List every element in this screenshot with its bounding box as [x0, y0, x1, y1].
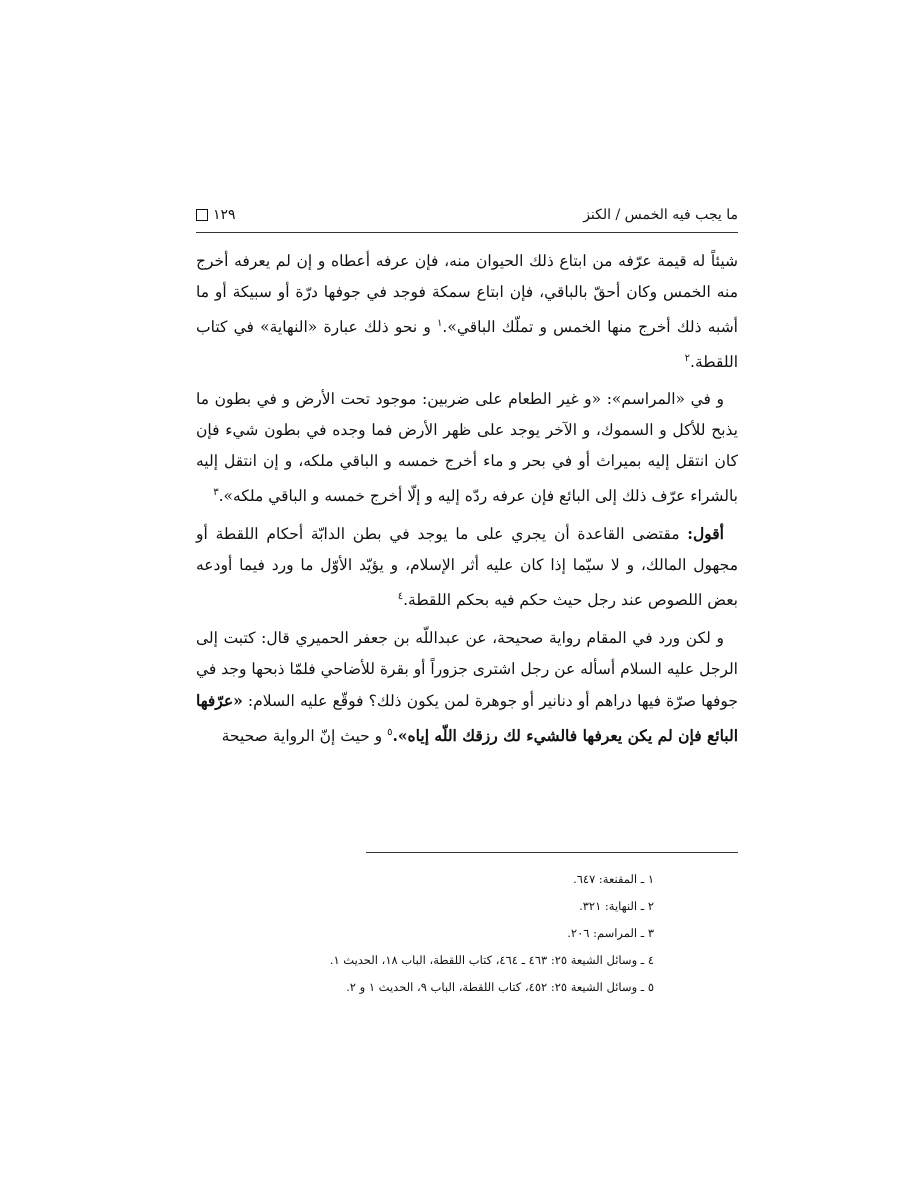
paragraph-4-tail: و حيث إنّ الرواية صحيحة: [221, 726, 388, 745]
paragraph-2-text: و في «المراسم»: «و غير الطعام على ضربين: موجود تحت الأرض و في بطون ما يذبح للأكل و السموك، و الآخر يوجد على ظهر الأرض فما وجده في بطون شيء فإن كان انتقل إليه بميراث أو في بحر و ماء أخرج خمسه و الباقي ملكه، و إن انتقل إليه بالشراء عرّف ذلك إلى البائع فإن عرفه ردّه إليه و إلّا أخرج خمسه و الباقي ملكه».: [196, 390, 738, 506]
footnote-ref-4: ٤: [397, 591, 404, 603]
running-header: [196, 200, 738, 230]
paragraph-1-text: شيئاً له قيمة عرّفه من ابتاع ذلك الحيوان منه، فإن عرفه أعطاه و إن لم يعرفه أخرج منه الخمس وكان أحقّ بالباقي، فإن ابتاع سمكة فوجد في جوفها درّة أو سبيكة أو ما أشبه ذلك أخرج منها الخمس و تملّك الباقي».: [196, 252, 739, 337]
paragraph-3: [196, 518, 738, 616]
footnote-rule: [366, 852, 738, 853]
footnote-item: ١ ـ المقنعة: ٦٤٧.: [573, 872, 654, 886]
page-number-block: [196, 207, 236, 223]
footnote-ref-5: ٥: [387, 726, 393, 738]
footnotes: [196, 866, 738, 1001]
header-rule: [196, 232, 738, 233]
paragraph-3-lead: أقول:: [687, 524, 724, 544]
footnote-ref-2: ٢: [684, 353, 691, 365]
paragraph-4-text: و لكن ورد في المقام رواية صحيحة، عن عبداللّه بن جعفر الحميري قال: كتبت إلى الرجل عليه السلام أسأله عن رجل اشترى جزوراً أو بقرة للأضاحي فلمّا ذبحها وجد في جوفها صرّة فيها دراهم أو دنانير أو جوهرة لمن يكون ذلك؟ فوقّع عليه السلام:: [196, 628, 738, 710]
footnote-ref-1: ١: [437, 318, 443, 329]
footnote-item: ٤ ـ وسائل الشيعة ٢٥: ٤٦٣ ـ ٤٦٤، كتاب اللقطة، الباب ١٨، الحديث ١.: [329, 953, 654, 967]
paragraph-3-text: مقتضى القاعدة أن يجري على ما يوجد في بطن الدابّة أحكام اللقطة أو مجهول المالك، و لا سيّما إذا كان عليه أثر الإسلام، و يؤيّد الأوّل ما ورد فيما أودعه بعض اللصوص عند رجل حيث حكم فيه بحكم اللقطة.: [196, 525, 738, 610]
footnote-item: ٢ ـ النهاية: ٣٢١.: [579, 899, 654, 913]
paragraph-1: [196, 246, 738, 378]
paragraph-2: [196, 384, 738, 512]
footnote-ref-3: ٣: [213, 487, 219, 499]
square-bullet-icon: [196, 209, 208, 221]
running-title: ما يجب فيه الخمس / الكنز: [583, 207, 738, 223]
paragraph-4: [196, 623, 738, 752]
page-number: ١٢٩: [213, 207, 236, 223]
footnote-item: ٣ ـ المراسم: ٢٠٦.: [567, 926, 654, 940]
paragraph-4-quote: «عرّفها البائع فإن لم يكن يعرفها فالشيء لك رزقك اللّه إياه».: [196, 690, 738, 745]
paragraph-1-tail: و نحو ذلك عبارة «النهاية» في كتاب اللقطة.: [196, 318, 738, 372]
main-text: [196, 246, 738, 758]
footnote-item: ٥ ـ وسائل الشيعة ٢٥: ٤٥٢، كتاب اللقطة، الباب ٩، الحديث ١ و ٢.: [346, 980, 654, 994]
